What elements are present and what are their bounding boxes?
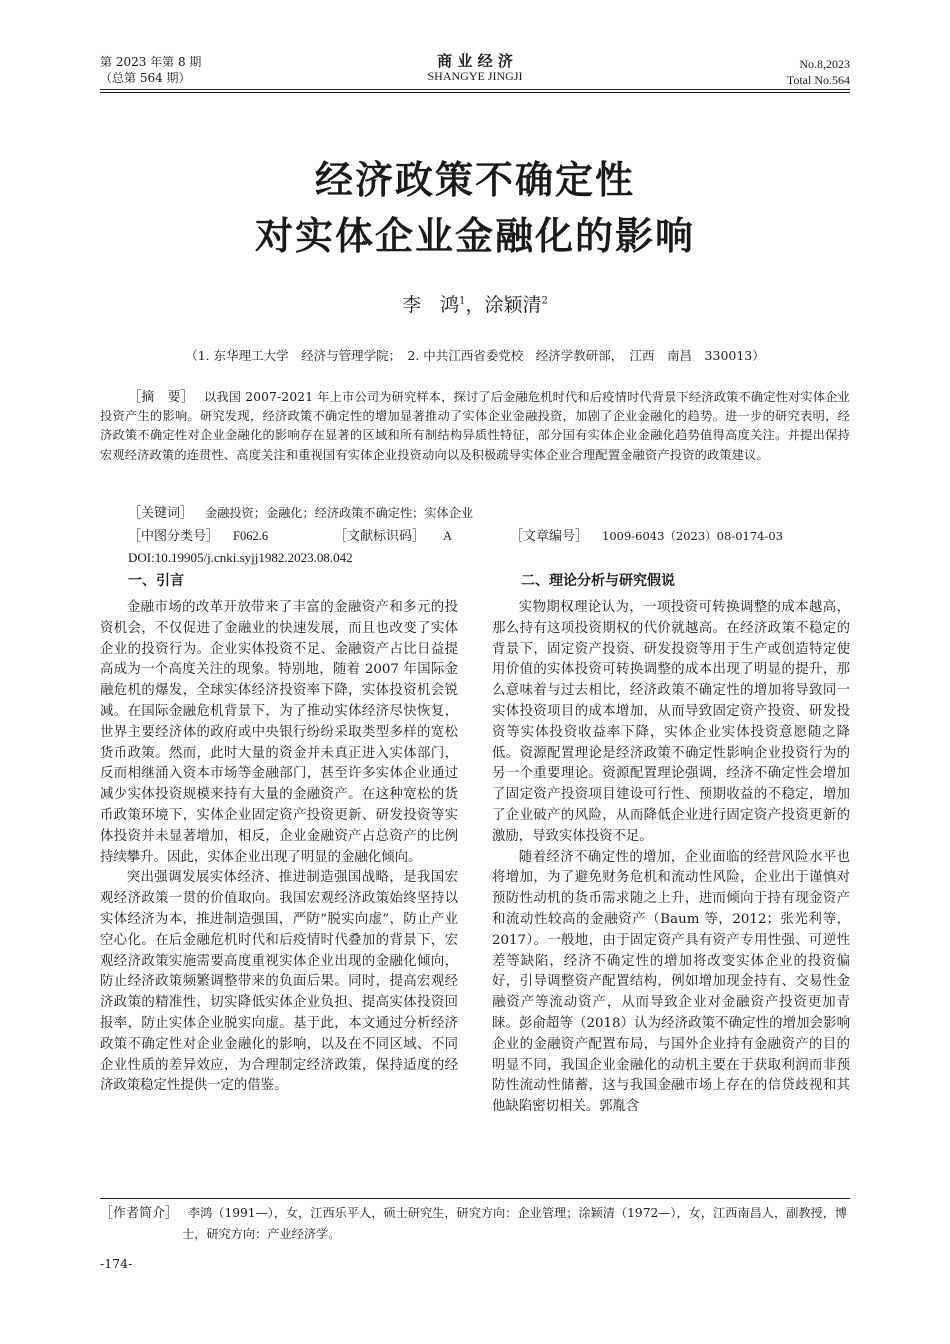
journal-name-en: SHANGYE JINGJI: [427, 69, 523, 83]
section-2-heading: 二、理论分析与研究假说: [521, 573, 675, 589]
abstract-label: ［摘 要］: [128, 390, 195, 405]
right-column: [492, 598, 850, 1118]
abstract: [100, 388, 850, 465]
article-number-value: 1009-6043（2023）08-0174-03: [602, 529, 783, 543]
clc: [128, 526, 268, 547]
theory-paragraph-1: 实物期权理论认为，一项投资可转换调整的成本越高，那么持有这项投资期权的代价就越高。在经济政策不稳定的背景下，固定资产投资、研发投资等用于生产或创造特定使用价值的实体投资可转换调整的成本出现了明显的提升，那么意味着与过去相比，经济政策不确定性的增加将导致同一实体投资项目的成本增加，从而导致固定资产投资、研发投资等实体投资收益率下降，实体企业实体投资意愿随之降低。资源配置理论是经济政策不确定性影响企业投资行为的另一个重要理论。资源配置理论强调，经济不确定性会增加了固定资产投资项目建设可行性、预期收益的不稳定，增加了企业破产的风险，从而降低企业进行固定资产投资更新的激励，导致实体投资不足。: [492, 600, 850, 844]
author-note-label: ［作者简介］: [100, 1206, 179, 1221]
keywords-label: ［关键词］: [128, 506, 194, 521]
intro-paragraph-2: 突出强调发展实体经济、推进制造强国战略，是我国宏观经济政策一贯的价值取向。我国宏观经济政策始终坚持以实体经济为本，推进制造强国，严防“脱实向虚”，防止产业空心化。在后金融危机时代和后疫情时代叠加的背景下，宏观经济政策实施需要高度重视实体企业出现的金融化倾向，防止经济政策频繁调整带来的负面后果。同时，提高宏观经济政策的精准性，切实降低实体企业负担、提高实体投资回报率，防止实体企业脱实向虚。基于此，本文通过分析经济政策不确定性对企业金融化的影响，以及在不同区域、不同企业性质的差异效应，为合理制定经济政策，保持适度的经济政策稳定性提供一定的借鉴。: [100, 870, 458, 1094]
doi: DOI:10.19905/j.cnki.syjj1982.2023.08.042: [128, 550, 353, 565]
journal-name-cn: 商 业 经 济: [437, 52, 513, 70]
total-issue-right: Total No.564: [786, 73, 850, 87]
abstract-text: 以我国 2007-2021 年上市公司为研究样本，探讨了后金融危机时代和后疫情时代背景下经济政策不确定性对实体企业投资产生的影响。研究发现，经济政策不确定性的增加显著推动了实体企业金融投资，加剧了企业金融化的趋势。进一步的研究表明，经济政策不确定性对企业金融化的影响存在显著的区域和所有制结构异质性特征，部分国有实体企业金融化趋势值得高度关注。并提出保持宏观经济政策的连贯性、高度关注和重视国有实体企业投资动向以及积极疏导实体企业合理配置金融资产投资的政策建议。: [100, 390, 850, 462]
author-1: 李 鸿: [402, 294, 460, 316]
theory-paragraph-2: 随着经济不确定性的增加，企业面临的经营风险水平也将增加，为了避免财务危机和流动性风险，企业出于谨慎对预防性动机的货币需求随之上升，进而倾向于持有现金资产和流动性较高的金融资产（Baum 等，2012；张光利等，2017）。一般地，由于固定资产具有资产专用性强、可逆性差等缺陷，经济不确定性的增加将改变实体企业的投资偏好，引导调整资产配置结构，例如增加现金持有、交易性金融资产等流动资产，从而导致企业对金融资产投资更加青睐。彭俞超等（2018）认为经济政策不确定性的增加会影响企业的金融资产配置布局，与国外企业持有金融资产的目的明显不同，我国企业金融化的动机主要在于获取利润而非预防性流动性储蓄，这与我国金融市场上存在的信贷歧视和其他缺陷密切相关。郭胤含: [492, 849, 850, 1115]
authors: [0, 290, 950, 317]
doc-code-label: ［文献标识码］: [334, 529, 426, 544]
author-1-affil-mark: 1: [459, 295, 466, 307]
intro-paragraph-1: 金融市场的改革开放带来了丰富的金融资产和多元的投资机会，不仅促进了金融业的快速发展，而且也改变了实体企业的投资行为。企业实体投资不足、金融资产占比日益提高成为一个高度关注的现象。特别地，随着 2007 年国际金融危机的爆发，全球实体经济投资率下降，实体投资机会锐减。在国际金融危机背景下，为了推动实体经济尽快恢复，世界主要经济体的政府或中央银行纷纷采取类型多样的宽松货币政策。然而，此时大量的资金并未真正进入实体部门，反而相继涌入资本市场等金融部门，甚至许多实体企业通过减少实体投资规模来持有大量的金融资产。在这种宽松的货币政策环境下，实体企业固定资产投资更新、研发投资等实体投资并未显著增加，相反，企业金融资产占总资产的比例持续攀升。因此，实体企业出现了明显的金融化倾向。: [100, 600, 458, 865]
keywords: [128, 503, 850, 524]
author-2-affil-mark: 2: [541, 295, 548, 307]
left-column: [100, 598, 458, 1097]
author-separator: ，: [465, 294, 485, 316]
author-2: 涂颖清: [484, 294, 542, 316]
clc-label: ［中图分类号］: [128, 529, 220, 544]
affiliation: （1. 东华理工大学 经济与管理学院； 2. 中共江西省委党校 经济学教研部， 江西 南昌 330013）: [185, 348, 765, 363]
article-number-label: ［文章编号］: [510, 529, 589, 544]
header-rule-bottom: [100, 92, 850, 93]
author-note: [100, 1203, 850, 1244]
page-number: -174-: [100, 1256, 133, 1271]
author-note-text: 李鸿（1991—），女，江西乐平人，硕士研究生，研究方向：企业管理；涂颖清（1972—），女，江西南昌人，副教授，博士，研究方向：产业经济学。: [182, 1206, 848, 1241]
article-number: [510, 526, 783, 547]
footnote-rule: [100, 1198, 850, 1199]
issue-left: 第 2023 年第 8 期: [100, 55, 202, 69]
doc-code: [334, 526, 452, 547]
clc-value: F062.6: [233, 529, 269, 543]
keywords-text: 金融投资；金融化；经济政策不确定性；实体企业: [205, 506, 474, 520]
header-rule-top: [100, 89, 850, 90]
section-1-heading: 一、引言: [128, 573, 184, 589]
issue-right: No.8,2023: [799, 57, 850, 71]
doc-code-value: A: [443, 529, 453, 543]
title-line-2: 对实体企业金融化的影响: [254, 214, 695, 258]
total-issue-left: （总第 564 期）: [100, 71, 191, 85]
title-line-1: 经济政策不确定性: [314, 158, 635, 202]
